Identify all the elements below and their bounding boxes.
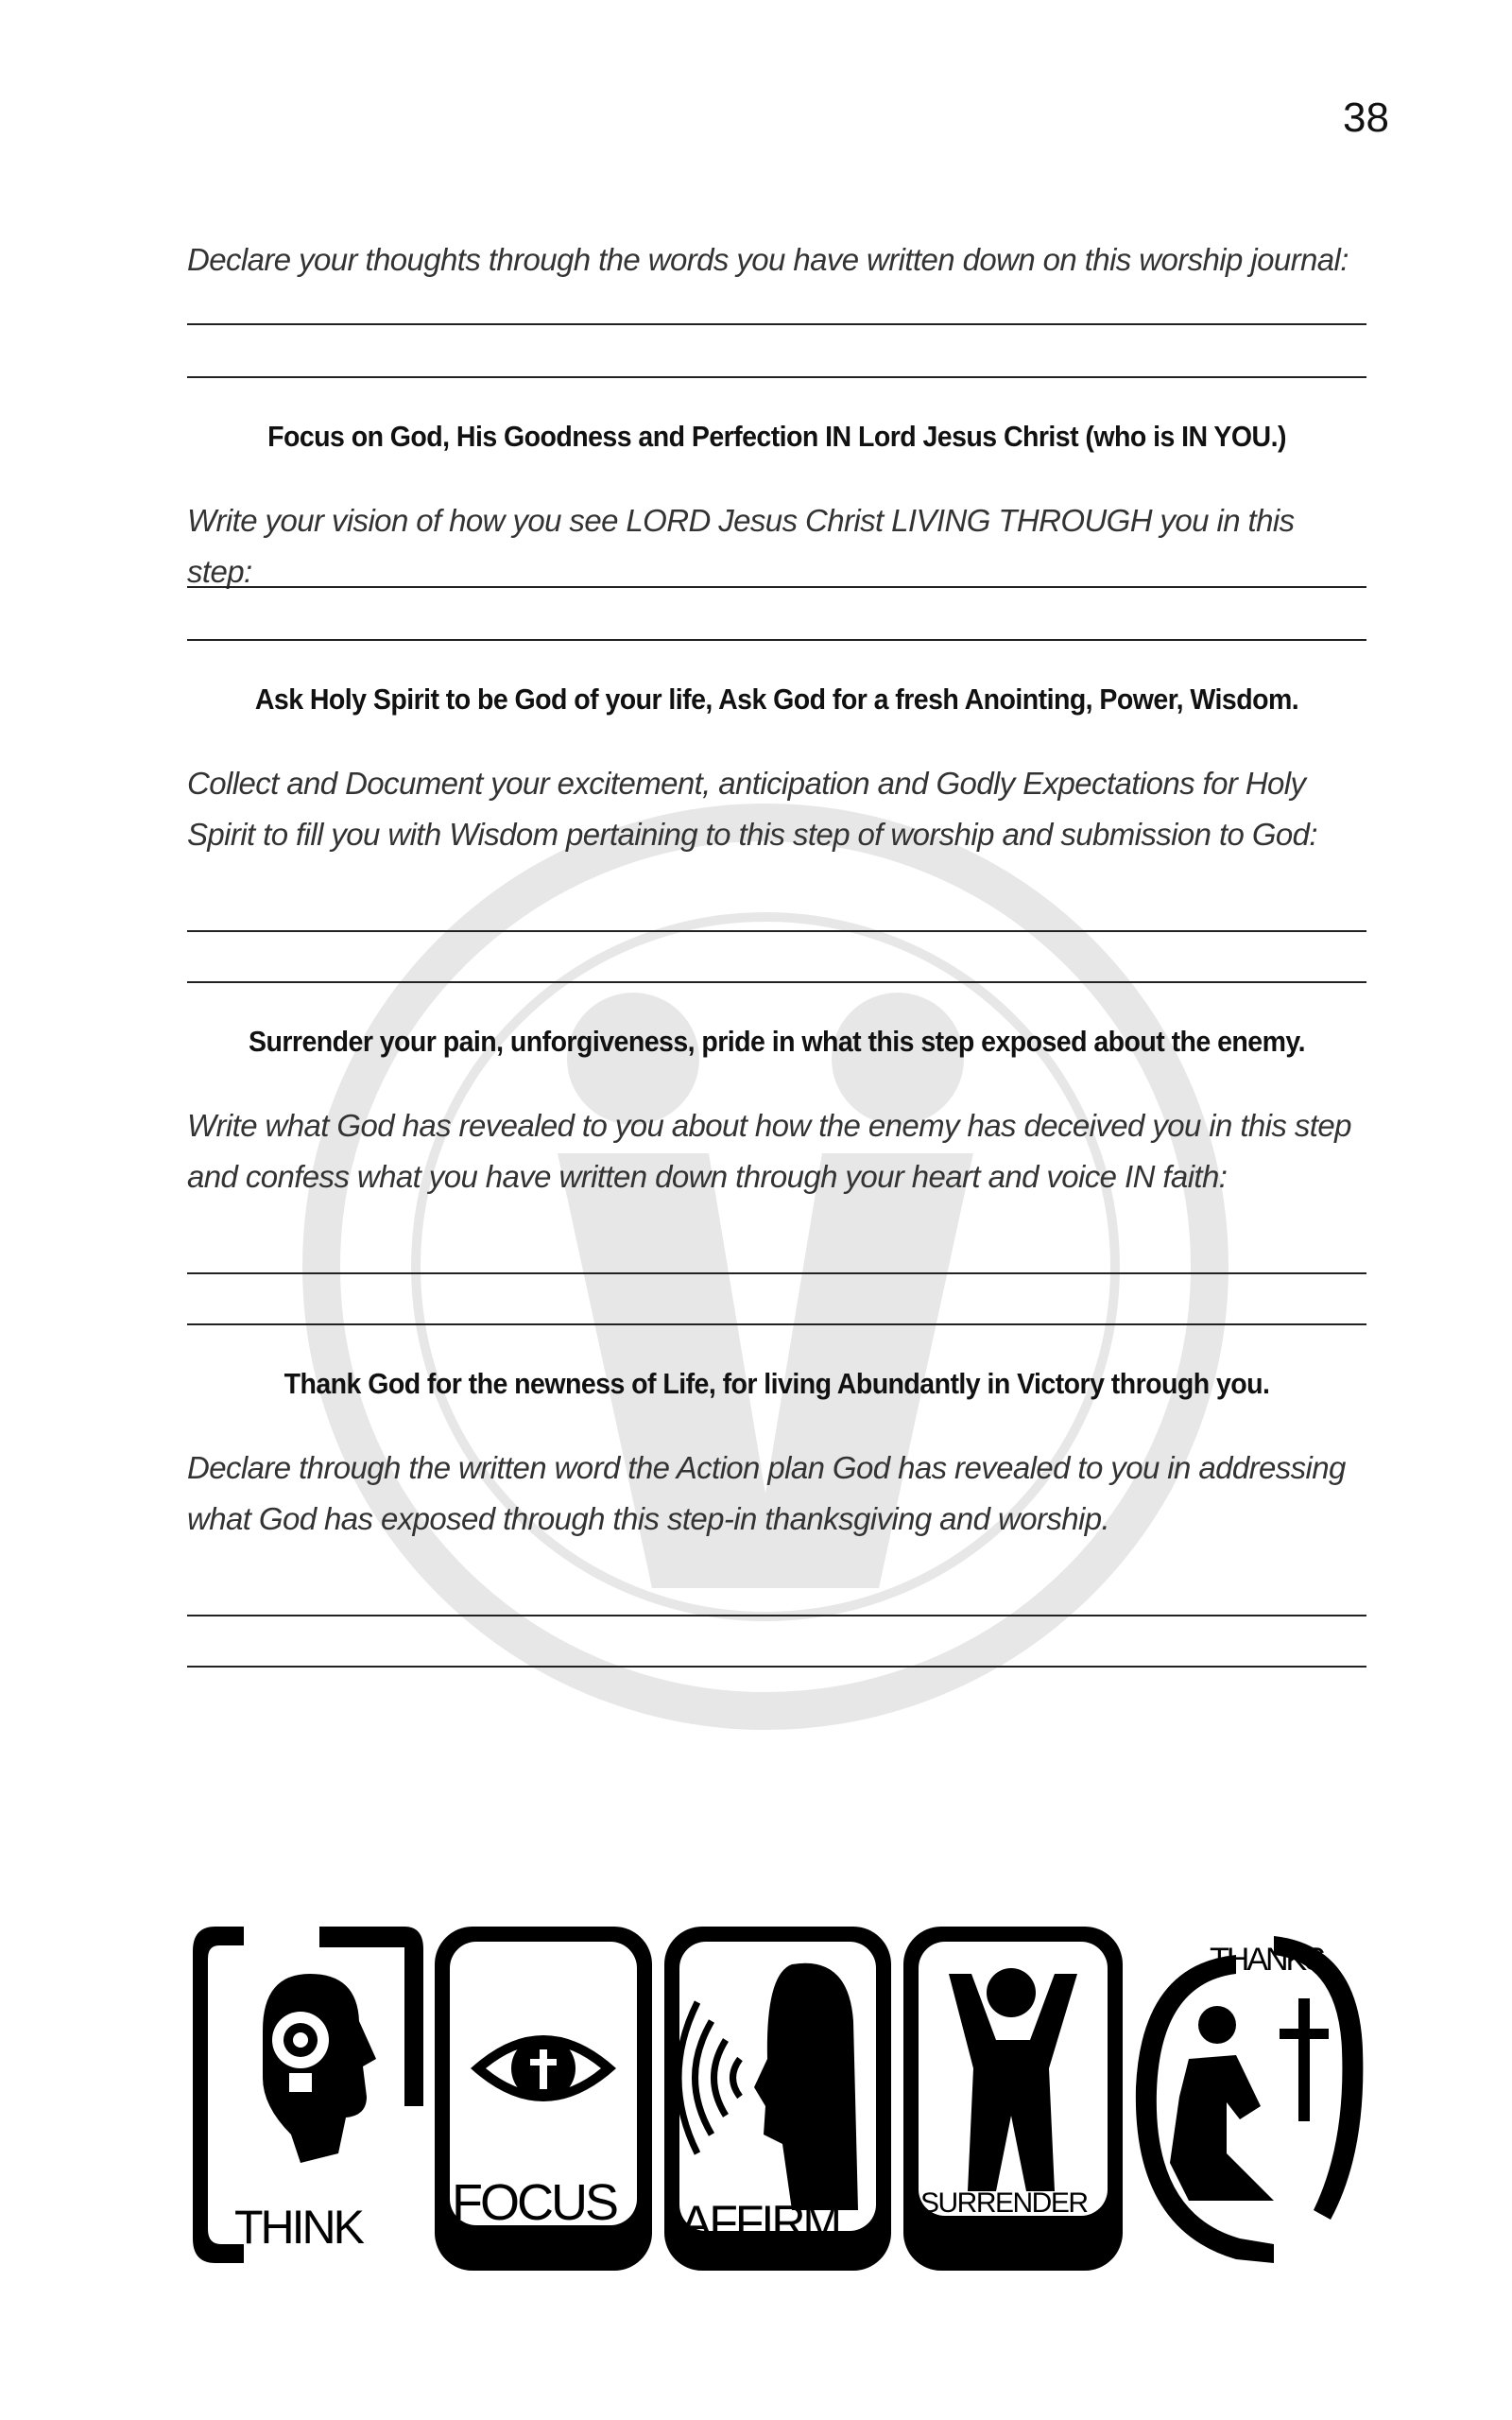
- affirm-label: AFFIRM: [680, 2196, 840, 2249]
- thanks-label: THANKS: [1210, 1942, 1323, 1978]
- watermark-seal-icon: [274, 775, 1257, 1758]
- logo-strip: [187, 1917, 1368, 2278]
- affirm-logo: [664, 1927, 891, 2271]
- writing-line[interactable]: [187, 981, 1366, 983]
- ask-heading: Ask Holy Spirit to be God of your life, Ask God for a fresh Anointing, Power, Wisdom.: [254, 683, 1299, 716]
- thanks-logo: [1136, 1936, 1364, 2263]
- surrender-prompt: Write what God has revealed to you about how the enemy has deceived you in this step and confess what you have written down through your heart and voice IN faith:: [187, 1108, 1351, 1194]
- writing-line[interactable]: [187, 376, 1366, 378]
- writing-line[interactable]: [187, 639, 1366, 641]
- writing-line[interactable]: [187, 1666, 1366, 1668]
- focus-label: FOCUS: [452, 2174, 616, 2231]
- surrender-label: SURRENDER: [920, 2187, 1088, 2219]
- praying-figure-cross-icon: [1170, 1998, 1329, 2201]
- surrender-logo: [903, 1927, 1123, 2271]
- ask-prompt: Collect and Document your excitement, anticipation and Godly Expectations for Holy Spirit to fill you with Wisdom pertaining to this step of worship and submission to God:: [187, 766, 1317, 852]
- writing-line[interactable]: [187, 1615, 1366, 1616]
- writing-line[interactable]: [187, 323, 1366, 325]
- lightbulb-head-icon: [263, 1974, 376, 2163]
- think-logo: [193, 1927, 423, 2263]
- writing-line[interactable]: [187, 1272, 1366, 1274]
- focus-logo: [435, 1927, 652, 2271]
- declare-prompt: Declare your thoughts through the words you have written down on this worship journal:: [187, 242, 1349, 277]
- page-number: 38: [1343, 95, 1389, 141]
- surrender-heading: Surrender your pain, unforgiveness, pride in what this step exposed about the enemy.: [249, 1025, 1305, 1058]
- focus-heading: Focus on God, His Goodness and Perfection IN Lord Jesus Christ (who is IN YOU.): [267, 420, 1286, 453]
- think-label: THINK: [234, 2201, 362, 2254]
- thank-heading: Thank God for the newness of Life, for living Abundantly in Victory through you.: [284, 1367, 1270, 1400]
- focus-prompt: Write your vision of how you see LORD Jesus Christ LIVING THROUGH you in this step:: [187, 503, 1295, 589]
- writing-line[interactable]: [187, 586, 1366, 588]
- writing-line[interactable]: [187, 930, 1366, 932]
- writing-line[interactable]: [187, 1323, 1366, 1325]
- thank-prompt: Declare through the written word the Action plan God has revealed to you in addressing what God has exposed through this step-in thanksgiving and worship.: [187, 1450, 1346, 1536]
